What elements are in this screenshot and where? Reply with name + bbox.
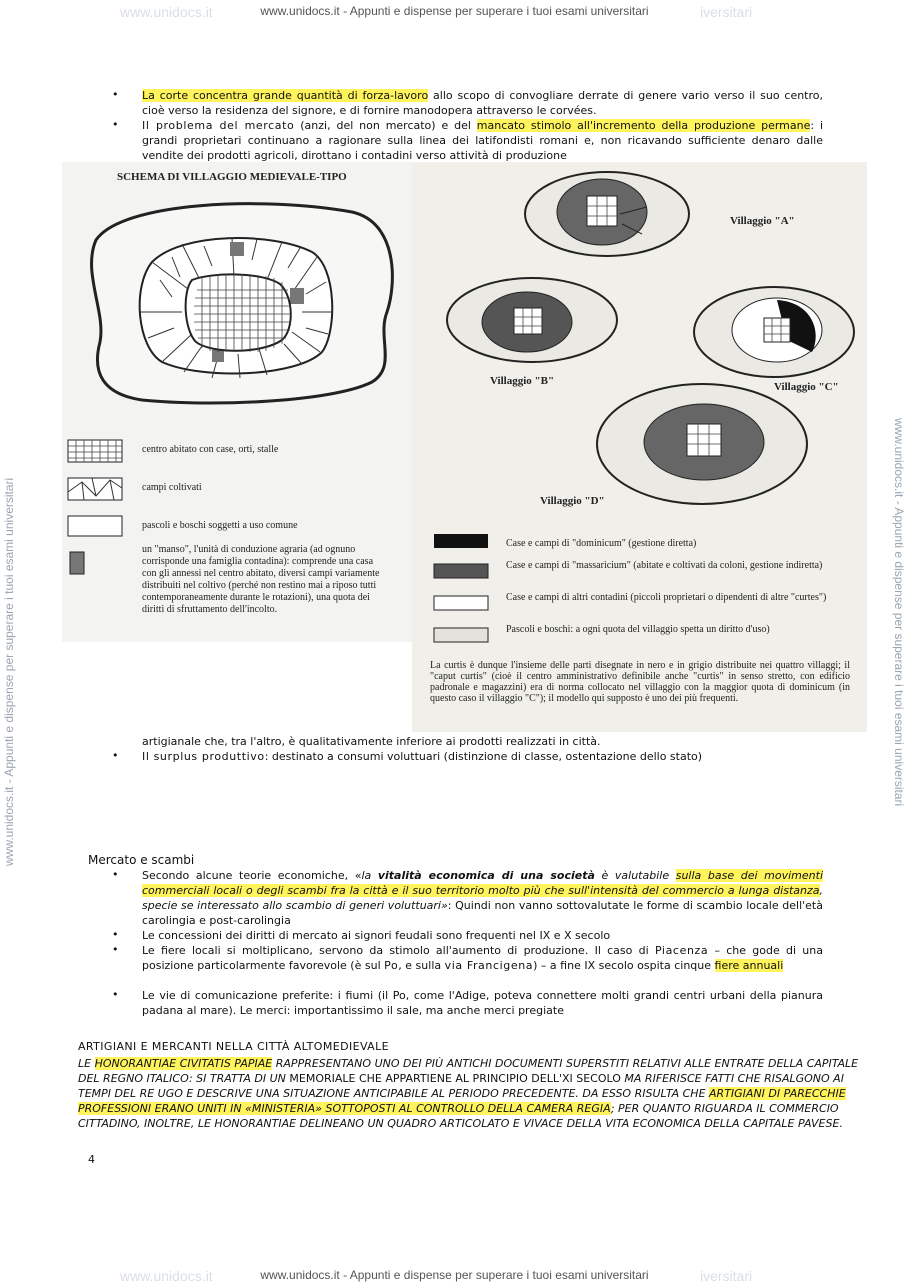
bullet-dot: •	[112, 928, 119, 941]
legend-left-4: un "manso", l'unità di conduzione agraria (ad ognuno corrisponde una famiglia contadina): comprende una casa con gli annessi nel centro abitato, diversi campi variamente distribuiti nel coltivo (perché non restino mai a riposo tutti contemporaneamente durante le rotazioni), una quota dei diritti di sfruttamento dell'incolto.	[142, 544, 380, 615]
legend-right-4-wrap	[506, 624, 836, 652]
bullet-dot: •	[112, 868, 119, 881]
bullet-mercato: Il problema del mercato (anzi, del non mercato) e del mancato stimolo all'incremento della produzione permane: i grandi proprietari continuano a ragionare sulla linea dei latifondisti romani e, non ricavando sufficiente denaro dalle vendite dei prodotti agricoli, dirottano i contadini verso attività di produzione	[142, 119, 824, 162]
legend-left-3: pascoli e boschi soggetti a uso comune	[142, 520, 298, 531]
section-title-artigiani: ARTIGIANI E MERCANTI NELLA CITTÀ ALTOMEDIEVALE	[78, 1040, 389, 1053]
header-watermark[interactable]: www.unidocs.it - Appunti e dispense per superare i tuoi esami universitari	[260, 4, 649, 18]
legend-right-3: Case e campi di altri contadini (piccoli proprietari o dipendenti di altre "curtes")	[506, 592, 827, 603]
legend-right-1: Case e campi di "dominicum" (gestione diretta)	[506, 538, 697, 549]
legend-right-2-wrap	[506, 560, 836, 588]
bullet-dot: •	[112, 943, 119, 956]
watermark-brand-bottom: www.unidocs.it	[120, 1268, 213, 1284]
bullet-concessioni: Le concessioni dei diritti di mercato ai signori feudali sono frequenti nel IX e X secolo	[142, 929, 611, 942]
bullet-forza-lavoro: La corte concentra grande quantità di forza-lavoro allo scopo di convogliare derrate di genere vario verso il suo centro, cioè verso la residenza del signore, e di fornire manodopera attraverso le corvées.	[142, 89, 824, 117]
legend-left-2: campi coltivati	[142, 482, 202, 493]
watermark-brand-top: www.unidocs.it	[120, 4, 213, 20]
paragraph-honorantiae: LE HONORANTIAE CIVITATIS PAPIAE RAPPRESENTANO UNO DEI PIÙ ANTICHI DOCUMENTI SUPERSTITI RELATIVI ALLE ENTRATE DELLA CAPITALE DEL REGNO ITALICO: SI TRATTA DI UN MEMORIALE CHE APPARTIENE AL PRINCIPIO DELL'XI SECOLO MA RIFERISCE FATTI CHE RISALGONO AI TEMPI DEL RE UGO E DESCRIVE UNA SITUAZIONE ANTICIPABILE AL PERIODO PRECEDENTE. DA ESSO RISULTA CHE ARTIGIANI DI PARECCHIE PROFESSIONI ERANO UNITI IN «MINISTERIA» SOTTOPOSTI AL CONTROLLO DELLA CAMERA REGIA; PER QUANTO RIGUARDA IL COMMERCIO CITTADINO, INOLTRE, LE HONORANTIAE DELINEANO UN QUADRO ARTICOLATO E VIVACE DELLA VITA ECONOMICA DELLA CAPITALE PAVESE.	[78, 1057, 859, 1130]
bullet-dot: •	[112, 88, 119, 101]
bullet-dot: •	[112, 749, 119, 762]
village-b-label: Villaggio "B"	[490, 375, 555, 387]
figure-caption: La curtis è dunque l'insieme delle parti disegnate in nero e in grigio distribuite nei quattro villaggi; il "caput curtis" (cioè il centro amministrativo definibile anche "curtis" in senso stretto, con edificio padronale e magazzini) era di norma collocato nel villaggio con la maggior quota di dominicum (in questo caso il villaggio "C"); il modello qui supposto è uno dei più frequenti.	[430, 660, 850, 704]
villages-figure	[412, 162, 867, 732]
bullet-fiere: Le fiere locali si moltiplicano, servono da stimolo all'aumento di produzione. Il caso di Piacenza – che gode di una posizione particolarmente favorevole (è sul Po, e sulla via Francigena) – a fine IX secolo ospita cinque fiere annuali	[142, 944, 823, 972]
page-number: 4	[88, 1153, 95, 1166]
legend-right-3-wrap	[506, 592, 836, 620]
legend-right-4: Pascoli e boschi: a ogni quota del villaggio spetta un diritto d'uso)	[506, 624, 770, 635]
watermark-tail-top: iversitari	[700, 4, 753, 20]
side-watermark-left: www.unidocs.it - Appunti e dispense per superare i tuoi esami universitari	[2, 477, 16, 866]
bullet-vie: Le vie di comunicazione preferite: i fiumi (il Po, come l'Adige, poteva connettere molti grandi centri urbani della pianura padana al mare). Le merci: importantissimo il sale, ma anche merci pregiate	[142, 989, 823, 1017]
continuation-text: artigianale che, tra l'altro, è qualitativamente inferiore ai prodotti realizzati in città.	[142, 735, 601, 748]
legend-right-2: Case e campi di "massaricium" (abitate e coltivati da coloni, gestione indiretta)	[506, 560, 823, 571]
village-c-label: Villaggio "C"	[774, 381, 839, 393]
bullet-dot: •	[112, 988, 119, 1001]
village-a-label: Villaggio "A"	[730, 215, 795, 227]
legend-left-4-wrap	[142, 544, 387, 639]
figure-caption-wrap	[430, 660, 850, 730]
side-watermark-right: www.unidocs.it - Appunti e dispense per superare i tuoi esami universitari	[892, 418, 906, 807]
footer-watermark[interactable]: www.unidocs.it - Appunti e dispense per superare i tuoi esami universitari	[260, 1268, 649, 1282]
village-schema-figure	[62, 162, 412, 642]
bullet-teorie: Secondo alcune teorie economiche, «la vitalità economica di una società è valutabile sulla base dei movimenti commerciali locali o degli scambi fra la città e il suo territorio molto più che sull'intensità del commercio a lunga distanza, specie se interessato allo scambio di generi voluttuari»: Quindi non vanno sottovalutate le forme di scambio locale dell'età carolingia e post-carolingia	[142, 869, 823, 927]
bullet-surplus: Il surplus produttivo: destinato a consumi voluttuari (distinzione di classe, ostentazione dello stato)	[142, 750, 703, 763]
bullet-dot: •	[112, 118, 119, 131]
schema-title: SCHEMA DI VILLAGGIO MEDIEVALE-TIPO	[117, 171, 347, 183]
village-d-label: Villaggio "D"	[540, 495, 605, 507]
section-title-mercato: Mercato e scambi	[88, 853, 195, 867]
watermark-tail-bottom: iversitari	[700, 1268, 753, 1284]
legend-left-1: centro abitato con case, orti, stalle	[142, 444, 279, 455]
